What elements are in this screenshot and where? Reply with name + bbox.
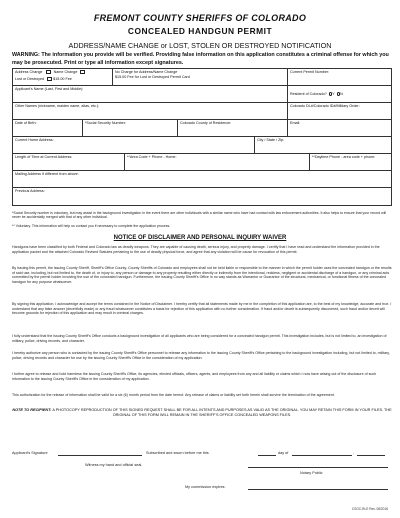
no-charge-label: No Charge for Address/Name Change [115, 70, 178, 74]
applicant-name-field[interactable] [13, 86, 288, 102]
ssn-footnote: *Social Security number is voluntary, but may assist in the background investigation in the event there are other individuals with a similar name who have had contact with law enforcement authorities. It also helps to ensure that your record will never be accidentally merged with that of any other individual. [12, 211, 387, 220]
resident-label: Resident of Colorado? [290, 91, 327, 96]
month-line[interactable] [292, 455, 352, 456]
applicant-form [12, 68, 392, 206]
applicant-signature-label: Applicant's Signature [12, 451, 48, 455]
length-of-time-field[interactable] [13, 154, 125, 170]
disclaimer-title: NOTICE OF DISCLAIMER AND PERSONAL INQUIRY WAIVER [113, 235, 287, 241]
city-state-zip-field[interactable] [255, 137, 391, 153]
form-row-previous [13, 188, 391, 205]
notification-subtitle: ADDRESS/NAME CHANGE or LOST, STOLEN OR DESTROYED NOTIFICATION [68, 41, 332, 50]
name-change-checkbox[interactable] [80, 70, 85, 74]
subscribed-label: Subscribed and sworn before me this [146, 451, 209, 455]
form-row-other-names [13, 103, 391, 120]
form-revision: CSOC-RLE Rev. 08/2016 [351, 507, 388, 511]
home-address-label: Current Home Address: [15, 138, 54, 142]
other-names-label: Other Names (nickname, maiden name, alias, etc.): [15, 104, 100, 108]
notary-signature-line[interactable] [248, 467, 388, 468]
form-row-home-address [13, 137, 391, 154]
length-of-time-label: Length of Time at Current Address: [15, 155, 73, 159]
ssn-field[interactable] [83, 120, 178, 136]
disclaimer-paragraph-6: I further agree to release and hold harmless the issuing County Sheriff's Office, its agencies, elected officials, officers, agents, and employees from any and all liability or claims which I now have arising out of the disclosure of such information to the issuing County Sheriff's Office in the consideration of my application. [12, 372, 377, 381]
dob-label: Date of Birth: [15, 121, 37, 125]
permit-title: CONCEALED HANDGUN PERMIT [127, 26, 273, 36]
warning-text: WARNING: The information you provide will be verified. Providing false information on this application constitutes a criminal offense for which you may be prosecuted. Print or type all information except signatures. [12, 52, 389, 66]
daytime-phone-field[interactable] [310, 154, 391, 170]
city-state-zip-label: City / State / Zip: [257, 138, 285, 142]
home-address-field[interactable] [13, 137, 255, 153]
fee-info-cell [113, 69, 288, 85]
colorado-dl-label: Colorado DL#/Colorado ID#/Military Order: [290, 104, 360, 108]
colorado-dl-field[interactable] [288, 103, 391, 119]
recipient-note [12, 408, 392, 418]
form-row-name [13, 86, 391, 103]
commission-expires-line[interactable] [248, 489, 388, 490]
disclaimer-paragraph-7: This authorization for the release of information shall be valid for a six (6) month period from the date hereof. Any release of claims or liability set forth herein shall survive the termination of the agreement. [12, 393, 335, 397]
current-permit-number-label: Current Permit Number: [290, 70, 330, 74]
witness-label: Witness my hand and official seal. [85, 463, 143, 467]
ssn-label: *Social Security Number: [85, 121, 126, 125]
disclaimer-paragraph-4: I fully understand that the issuing County Sheriff's Office conducts a background investigation of all applicants who are being considered for a concealed handgun permit. This investigation includes, but is not limited to, an investigation of military, police, driving records, and character. [12, 334, 387, 343]
form-row-phones [13, 154, 391, 171]
day-of-label: day of [278, 451, 289, 455]
previous-address-field[interactable] [13, 188, 391, 205]
day-line[interactable] [258, 455, 276, 456]
address-change-checkbox[interactable] [46, 70, 51, 74]
name-change-label: Name Change [53, 70, 78, 74]
disclaimer-paragraph-3: By signing this application, I acknowledge and accept the terms contained in the Notice of Disclaimer. I hereby certify that all statements made by me in the completion of this application are, to the best of my knowledge, accurate and true. I understand that any false answer (deceitfully made) or any fraud whatsoever constitutes a basis for rejection of this application with no further consideration. If fraud and/or deceit is subsequently discovered, such fraud and/or deceit will become grounds for rejection of this application and may result in criminal charges. [12, 302, 392, 316]
applicant-name-label: Applicant's Name (Last, First and Middle): [15, 87, 84, 91]
note-body: A PHOTOCOPY REPRODUCTION OF THIS SIGNED REQUEST SHALL BE FOR ALL INTENTS AND PURPOSES AS VALID AS THE ORIGINAL. YOU MAY RETAIN THIS FORM IN YOUR FILES. THE ORIGINAL OF THIS FORM WILL REMAIN IN THE SHERIFF'S OFFICE CONCEALED WEAPONS FILES. [52, 408, 392, 417]
resident-no-label: N [340, 91, 343, 96]
daytime-phone-label: **Daytime Phone - area code + phone: [312, 155, 376, 159]
dob-field[interactable] [13, 120, 83, 136]
resident-yes-label: Y [332, 91, 335, 96]
current-permit-number-field[interactable] [288, 69, 391, 85]
previous-address-label: Previous Address: [15, 189, 45, 193]
note-lead: NOTE TO RECIPIENT: [12, 408, 52, 412]
home-phone-field[interactable] [125, 154, 310, 170]
disclaimer-paragraph-5: I hereby authorize any person who is contacted by the issuing County Sheriff's Office personnel to release any information to the issuing County Sheriff's Office pertaining to the background investigation including, but not limited to, military, police, driving records and character for use by the issuing County Sheriff's Office in the consideration of my application. [12, 351, 390, 360]
email-field[interactable] [288, 120, 391, 136]
lost-destroyed-checkbox[interactable] [47, 77, 52, 81]
disclaimer-paragraph-2: By issuing this permit, the issuing County Sheriff, Sheriff's Office County, County Sheriffs of Colorado and employees shall not be held liable or responsible to the manner in which the permit holder uses the concealed handgun or the results of said use, including, but not limited to, the death of, or injury to, any person or damage to any property resulting either directly or indirectly from the intentional, reckless, negligent or accidental discharge of a handgun, or any criminal acts committed by the permit holder involving the use of the concealed handgun. Furthermore, the issuing County Sheriff's Office in no way stands as Warrantor or Guarantor of the structural, mechanical, or functional fitness of the concealed handgun for any purpose whatsoever. [12, 266, 392, 284]
lost-destroyed-label: Lost or Destroyed [15, 76, 45, 81]
form-row-mailing [13, 171, 391, 188]
notary-public-label: Notary Public [300, 471, 323, 475]
fee-label: $15.00 Fee for Lost or Destroyed Permit Card [115, 74, 190, 79]
address-change-label: Address Change [15, 70, 43, 74]
county-residence-label: Colorado County of Residence: [180, 121, 232, 125]
commission-expires-label: My commission expires: [185, 485, 226, 489]
form-row-type [13, 69, 391, 86]
form-row-dob [13, 120, 391, 137]
other-names-field[interactable] [13, 103, 288, 119]
mailing-address-field[interactable] [13, 171, 391, 187]
change-type-cell [13, 69, 113, 85]
resident-field [288, 86, 391, 102]
disclaimer-paragraph-1: Handguns have been classified by both Federal and Colorado law as deadly weapons. They are capable of causing death, serious injury, and property damage. I certify that I have read and understand the information provided in the application packet and the attached Colorado Revised Statutes pertaining to the use of deadly physical force, and agree that any violation will be cause for revocation of this permit. [12, 245, 380, 254]
voluntary-footnote: ** Voluntary. This information will help us contact you if necessary to complete the application process. [12, 224, 171, 228]
applicant-signature-line[interactable] [58, 455, 142, 456]
home-phone-label: **Area Code + Phone - Home: [127, 155, 177, 159]
year-line[interactable] [357, 455, 385, 456]
county-residence-field[interactable] [178, 120, 288, 136]
lost-fee-label: $15.00 Fee [53, 76, 72, 81]
sheriffs-title: FREMONT COUNTY SHERIFFS OF COLORADO [93, 13, 307, 23]
email-label: Email: [290, 121, 301, 125]
year-comma: , [353, 451, 355, 455]
mailing-address-label: Mailing Address if different from above: [15, 172, 79, 176]
